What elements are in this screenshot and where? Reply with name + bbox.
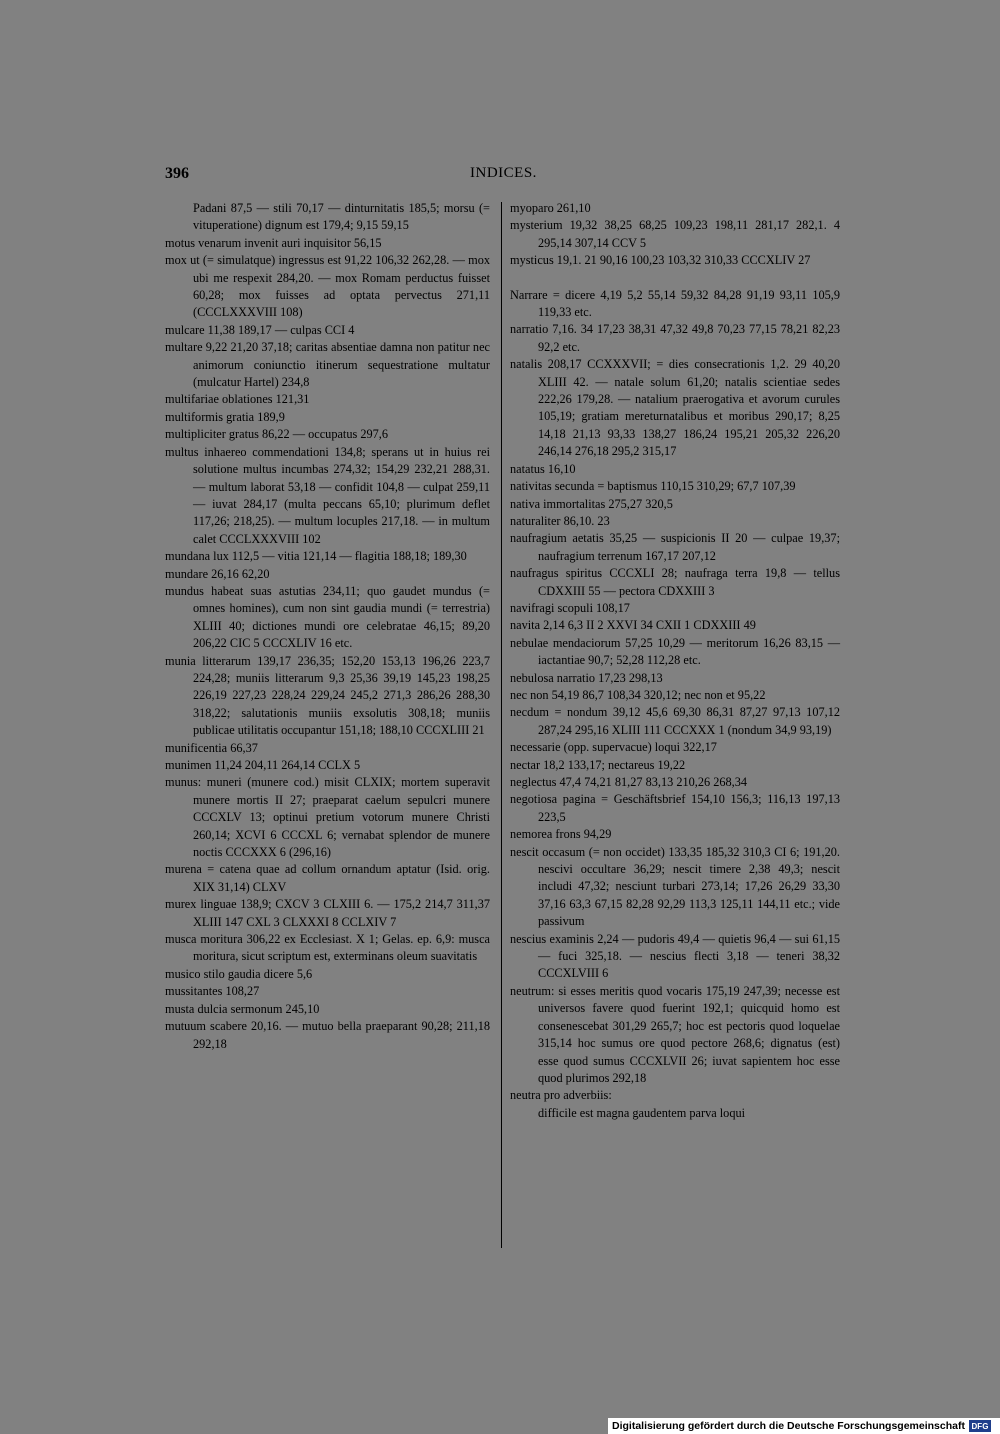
- index-entry: motus venarum invenit auri inquisitor 56,15: [165, 235, 382, 250]
- funding-text: Digitalisierung gefördert durch die Deutsche Forschungsgemeinschaft: [612, 1420, 965, 1432]
- index-entry: munia litterarum 139,17 236,35; 152,20 153,13 196,26 223,7 224,28; muniis litterarum 9,3 25,36 39,19 145,23 198,25 226,19 227,23 228,24 229,24 245,2 271,3 286,26 288,30 318,22; salutationis muniis exsolutis 308,18; muniis publicae utilitatis occupantur 151,18; 188,10 CCCXLIII 21: [165, 653, 490, 738]
- index-entry: musta dulcia sermonum 245,10: [165, 1001, 320, 1016]
- right-column: [510, 200, 840, 1122]
- index-entry: mundare 26,16 62,20: [165, 566, 270, 581]
- index-entry: myoparo 261,10: [510, 201, 591, 215]
- index-entry: mox ut (= simulatque) ingressus est 91,22 106,32 262,28. — mox ubi me respexit 284,20. — mox Romam perductus fuisset 60,28; mox fuisses ad optata pervectus 271,11 (CCCLXXXVIII 108): [165, 253, 490, 320]
- index-entry: murena = catena quae ad collum ornandum aptatur (Isid. orig. XIX 31,14) CLXV: [165, 862, 490, 894]
- index-entry: nemorea frons 94,29: [510, 827, 612, 842]
- index-entry: mundana lux 112,5 — vitia 121,14 — flagitia 188,18; 189,30: [165, 549, 467, 564]
- index-entry: difficile est magna gaudentem parva loqui: [538, 1105, 746, 1120]
- index-entry: munificentia 66,37: [165, 740, 258, 755]
- index-entry: nescius examinis 2,24 — pudoris 49,4 — quietis 96,4 — sui 61,15 — fuci 325,18. — nescius flecti 3,18 — teneri 38,32 CCCXLVIII 6: [510, 931, 840, 981]
- index-entry: mussitantes 108,27: [165, 984, 260, 999]
- column-divider: [501, 202, 502, 1248]
- dfg-logo-icon: DFG: [969, 1420, 991, 1432]
- index-entry: negotiosa pagina = Geschäftsbrief 154,10 156,3; 116,13 197,13 223,5: [510, 792, 840, 824]
- section-gap: [510, 270, 840, 287]
- index-entry: necdum = nondum 39,12 45,6 69,30 86,31 87,27 97,13 107,12 287,24 295,16 XLIII 111 CCCXXX 1 (nondum 34,9 93,19): [510, 705, 840, 737]
- index-entry: naufragium aetatis 35,25 — suspicionis II 20 — culpae 19,37; naufragium terrenum 167,17 207,12: [510, 531, 840, 563]
- index-entry: murex linguae 138,9; CXCV 3 CLXIII 6. — 175,2 214,7 311,37 XLIII 147 CXL 3 CLXXXI 8 CCLXIV 7: [165, 897, 490, 929]
- index-entry: nativitas secunda = baptismus 110,15 310,29; 67,7 107,39: [510, 479, 796, 494]
- index-entry: natatus 16,10: [510, 461, 576, 476]
- index-entry: nec non 54,19 86,7 108,34 320,12; nec non et 95,22: [510, 687, 766, 702]
- index-entry: musico stilo gaudia dicere 5,6: [165, 966, 313, 981]
- index-entry: neglectus 47,4 74,21 81,27 83,13 210,26 268,34: [510, 775, 748, 789]
- index-entry: multiformis gratia 189,9: [165, 409, 285, 424]
- index-entry: munimen 11,24 204,11 264,14 CCLX 5: [165, 758, 361, 772]
- index-entry: Narrare = dicere 4,19 5,2 55,14 59,32 84,28 91,19 93,11 105,9 119,33 etc.: [510, 287, 840, 320]
- index-entry: multifariae oblationes 121,31: [165, 392, 310, 407]
- index-entry: multus inhaereo commendationi 134,8; sperans ut in huius rei solutione multus incumbas 274,32; 154,29 232,21 288,31. — multum laborat 53,18 — confidit 104,8 — culpat 259,11 — iuvat 284,17 (multa peccans 65,10; plurimum deflet 117,26; 218,25). — multum locuples 217,18. — in multum calet CCCLXXXVIII 102: [165, 444, 490, 546]
- index-entry: mundus habeat suas astutias 234,11; quo gaudet mundus (= omnes homines), cum non sint gaudia mundi (= terrestria) XLIII 40; dictiones mundi ore celebratae 46,15; 89,20 206,22 CIC 5 CCCXLIV 16 etc.: [165, 583, 490, 651]
- index-entry: navifragi scopuli 108,17: [510, 600, 630, 615]
- index-entry: mysterium 19,32 38,25 68,25 109,23 198,11 281,17 282,1. 4 295,14 307,14 CCV 5: [510, 218, 840, 250]
- index-entry: natalis 208,17 CCXXXVII; = dies consecrationis 1,2. 29 40,20 XLIII 42. — natale solum 61,20; natalis scientiae sedes 222,26 179,28. — natalium praerogativa et avorum curules 105,19; gratiam mereturnatalibus et moribus 290,17; 8,25 14,18 21,13 93,33 138,27 186,24 195,21 205,32 226,20 246,14 276,18 295,2 315,17: [510, 357, 840, 459]
- funding-banner: [608, 1418, 1000, 1434]
- index-entry: neutra pro adverbiis:: [510, 1088, 612, 1103]
- index-entry: neutrum: si esses meritis quod vocaris 175,19 247,39; necesse est universos favere quod fuerint 192,1; quicquid homo est consenescebat 301,29 265,7; hoc est pectoris quod loquelae 315,14 hoc sumus ore quod pectore 268,6; dignatus (est) esse quod sumus CCCXLVII 26; iuvat sapientem hoc esse quod plurimos 292,18: [510, 983, 840, 1085]
- index-entry: munus: muneri (munere cod.) misit CLXIX; mortem superavit munere mortis II 27; praeparat caelum sepulcri munere CCCXLV 13; optinui pretium votorum munere Christi 260,14; XCVI 6 CCCXL 6; vernabat splendor de munere noctis CCCXXX 6 (296,16): [165, 775, 490, 860]
- index-entry: mulcare 11,38 189,17 — culpas CCI 4: [165, 322, 355, 337]
- index-entry: nectar 18,2 133,17; nectareus 19,22: [510, 757, 686, 772]
- index-entry: narratio 7,16. 34 17,23 38,31 47,32 49,8 70,23 77,15 78,21 82,23 92,2 etc.: [510, 322, 840, 354]
- index-entry: necessarie (opp. supervacue) loqui 322,17: [510, 740, 717, 755]
- index-entry: nativa immortalitas 275,27 320,5: [510, 496, 673, 511]
- index-entry: nebulae mendaciorum 57,25 10,29 — meritorum 16,26 83,15 — iactantiae 90,7; 52,28 112,28 etc.: [510, 635, 840, 668]
- index-entry: mutuum scabere 20,16. — mutuo bella praeparant 90,28; 211,18 292,18: [165, 1019, 490, 1051]
- index-entry: multipliciter gratus 86,22 — occupatus 297,6: [165, 427, 389, 442]
- index-entry: nescit occasum (= non occidet) 133,35 185,32 310,3 CI 6; 191,20. nescivi occultare 36,29; nescit timere 2,38 49,3; nescit includi 47,32; nesciunt turbari 273,14; 17,26 26,29 33,30 37,16 63,3 67,15 82,28 92,29 113,3 125,11 144,11 etc.; vide passivum: [510, 844, 840, 929]
- index-entry: musca moritura 306,22 ex Ecclesiast. X 1; Gelas. ep. 6,9: musca moritura, sicut scriptum est, exterminans oleum suavitatis: [165, 932, 490, 964]
- index-entry: navita 2,14 6,3 II 2 XXVI 34 CXII 1 CDXXIII 49: [510, 618, 756, 633]
- left-column: [165, 200, 490, 1053]
- index-entry: mysticus 19,1. 21 90,16 100,23 103,32 310,33 CCCXLIV 27: [510, 253, 811, 268]
- index-entry: Padani 87,5 — stili 70,17 — dinturnitatis 185,5; morsu (= vituperatione) dignum est 179,4; 9,15 59,15: [193, 201, 490, 233]
- index-entry: multare 9,22 21,20 37,18; caritas absentiae damna non patitur nec animorum coniunctio itinerum sequestratione multatur (mulcatur Hartel) 234,8: [165, 340, 490, 390]
- index-entry: nebulosa narratio 17,23 298,13: [510, 670, 663, 685]
- running-head: INDICES.: [470, 165, 537, 181]
- page-number: 396: [165, 165, 189, 182]
- index-entry: naufragus spiritus CCCXLI 28; naufraga terra 19,8 — tellus CDXXIII 55 — pectora CDXXIII 3: [510, 566, 840, 598]
- index-entry: naturaliter 86,10. 23: [510, 513, 610, 528]
